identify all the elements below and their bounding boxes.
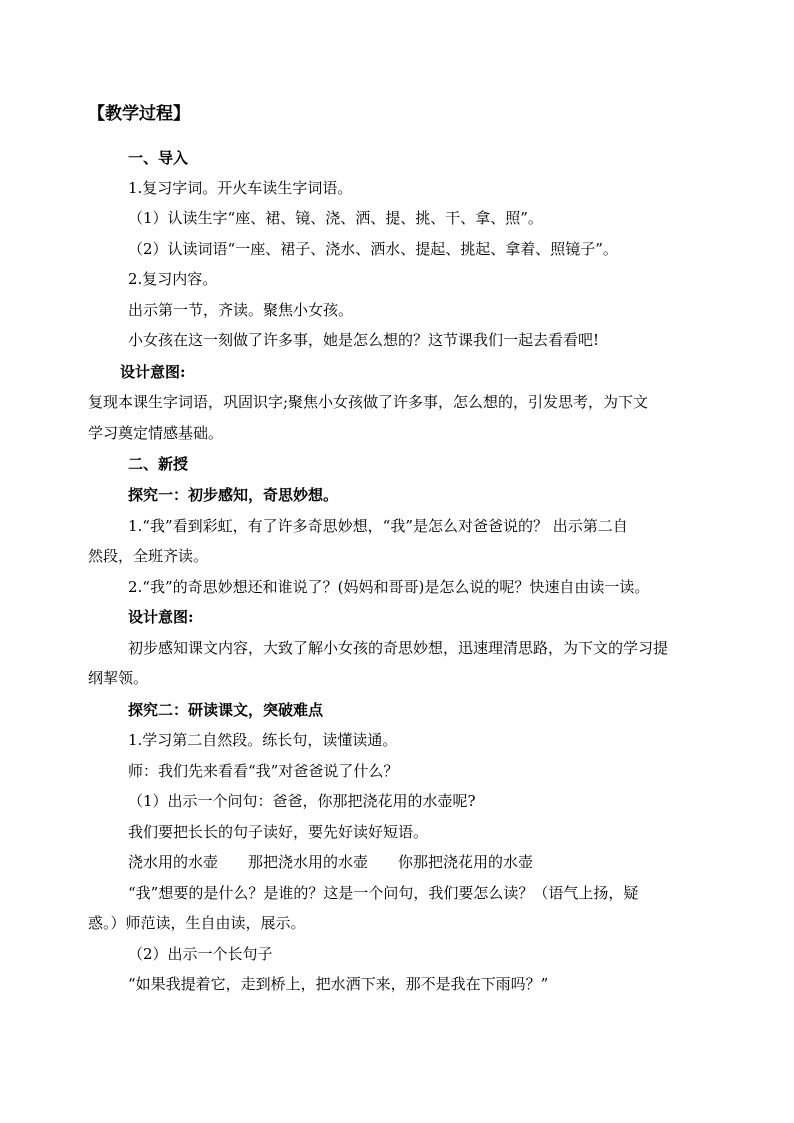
paragraph: （1）出示一个问句：爸爸，你那把浇花用的水壶呢? (128, 792, 476, 810)
paragraph: （2）出示一个长句子 (128, 945, 273, 963)
exploration-two-heading: 探究二：研读课文，突破难点 (128, 701, 324, 719)
exploration-one-heading: 探究一：初步感知，奇思妙想。 (128, 486, 339, 504)
phrase-item: 那把浇水用的水壶 (248, 853, 369, 871)
paragraph: 初步感知课文内容，大致了解小女孩的奇思妙想，迅速理清思路，为下文的学习提 (128, 639, 669, 657)
paragraph: 复现本课生字词语，巩固识字;聚焦小女孩做了许多事，怎么想的，引发思考，为下文 (88, 393, 649, 411)
paragraph: 惑。）师范读，生自由读，展示。 (88, 914, 306, 932)
section-intro-heading: 一、导入 (128, 149, 189, 167)
paragraph: “如果我提着它，走到桥上，把水洒下来，那不是我在下雨吗？” (128, 975, 549, 993)
paragraph: 纲挈领。 (88, 669, 149, 687)
paragraph: 2.复习内容。 (128, 270, 218, 288)
phrase-item: 浇水用的水壶 (128, 853, 219, 871)
paragraph: （2）认读词语“一座、裙子、浇水、洒水、提起、挑起、拿着、照镜子”。 (128, 240, 618, 258)
paragraph: 然段，全班齐读。 (88, 547, 209, 565)
lesson-process-title: 【教学过程】 (88, 104, 190, 124)
paragraph: 我们要把长长的句子读好，要先好读好短语。 (128, 823, 429, 841)
paragraph: 2.“我”的奇思妙想还和谁说了？(妈妈和哥哥)是怎么说的呢？快速自由读一读。 (128, 578, 650, 596)
paragraph: 1.复习字词。开火车读生字词语。 (128, 179, 353, 197)
paragraph: 1.学习第二自然段。练长句，读懂读通。 (128, 731, 398, 749)
paragraph: 1.“我”看到彩虹，有了许多奇思妙想，“我”是怎么对爸爸说的？ 出示第二自 (128, 517, 628, 535)
paragraph: 小女孩在这一刻做了许多事，她是怎么想的？这节课我们一起去看看吧! (128, 331, 600, 349)
design-intent-heading: 设计意图: (120, 363, 186, 381)
paragraph: 师：我们先来看看“我”对爸爸说了什么？ (128, 762, 399, 780)
paragraph: 出示第一节，齐读。聚焦小女孩。 (128, 301, 354, 319)
design-intent-heading: 设计意图: (128, 608, 194, 626)
section-new-lesson-heading: 二、新授 (128, 455, 189, 473)
phrase-row (128, 852, 563, 872)
paragraph: （1）认读生字“座、裙、镜、浇、洒、提、挑、干、拿、照”。 (128, 209, 543, 227)
phrase-item: 你那把浇花用的水壶 (398, 853, 534, 871)
paragraph: 学习奠定情感基础。 (88, 424, 224, 442)
paragraph: “我”想要的是什么？是谁的？这是一个问句，我们要怎么读？（语气上扬，疑 (128, 884, 639, 902)
